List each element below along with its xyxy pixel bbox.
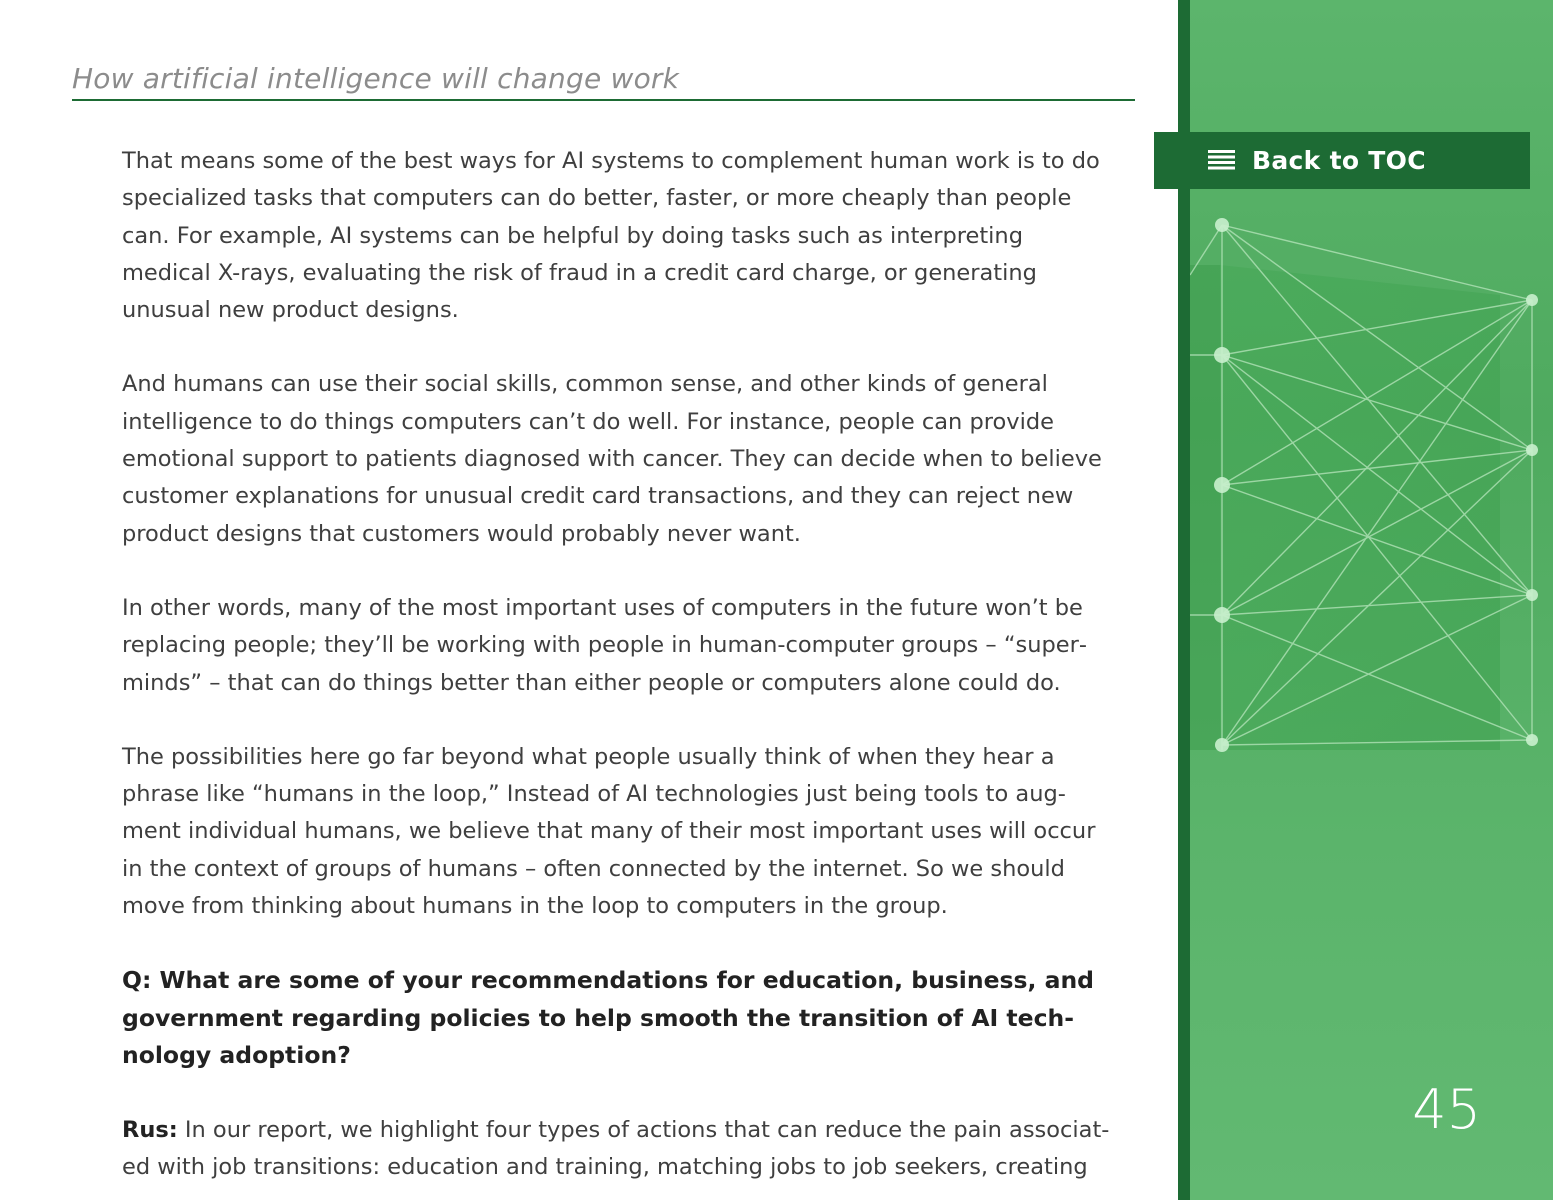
paragraph: The possibilities here go far beyond what people usually think of when they hear a phrase like “humans in the loop,” Instead of AI technologies just being tools to augment individual humans, we believe that many of their most important uses will occur in the context of groups of humans – often connected by the internet. So we should move from thinking about humans in the loop to computers in the group. [122, 743, 1096, 920]
back-to-toc-label: Back to TOC [1252, 146, 1426, 175]
network-graphic [1190, 195, 1553, 775]
article-body [122, 143, 1112, 1186]
interview-question: Q: What are some of your recommendations for education, business, and government regarding policies to help smooth the transition of AI technology adoption? [122, 966, 1095, 1070]
running-header: How artificial intelligence will change work [72, 62, 1135, 101]
paragraph: That means some of the best ways for AI systems to complement human work is to do specialized tasks that computers can do better, faster, or more cheaply than people can. For example, AI systems can be helpful by doing tasks such as interpreting medical X-rays, evaluating the risk of fraud in a credit card charge, or generating unusual new product designs. [122, 148, 1100, 324]
paragraph: And humans can use their social skills, common sense, and other kinds of general intelligence to do things computers can’t do well. For instance, people can provide emotional support to patients diagnosed with cancer. They can decide when to believe customer explanations for unusual credit card transactions, and they can reject new product designs that customers would probably never want. [122, 371, 1102, 547]
paragraph: In other words, many of the most important uses of computers in the future won’t be replacing people; they’ll be working with people in human-computer groups – “superminds” – that can do things better than either people or computers alone could do. [122, 594, 1087, 696]
speaker-label: Rus: [122, 1116, 178, 1143]
page-number: 45 [1412, 1078, 1481, 1141]
answer-text: In our report, we highlight four types of actions that can reduce the pain associated with job transitions: education and training, matching jobs to job seekers, creating [122, 1116, 1110, 1181]
back-to-toc-button[interactable] [1154, 132, 1530, 189]
list-icon [1208, 149, 1235, 173]
interview-answer [122, 1112, 1112, 1187]
